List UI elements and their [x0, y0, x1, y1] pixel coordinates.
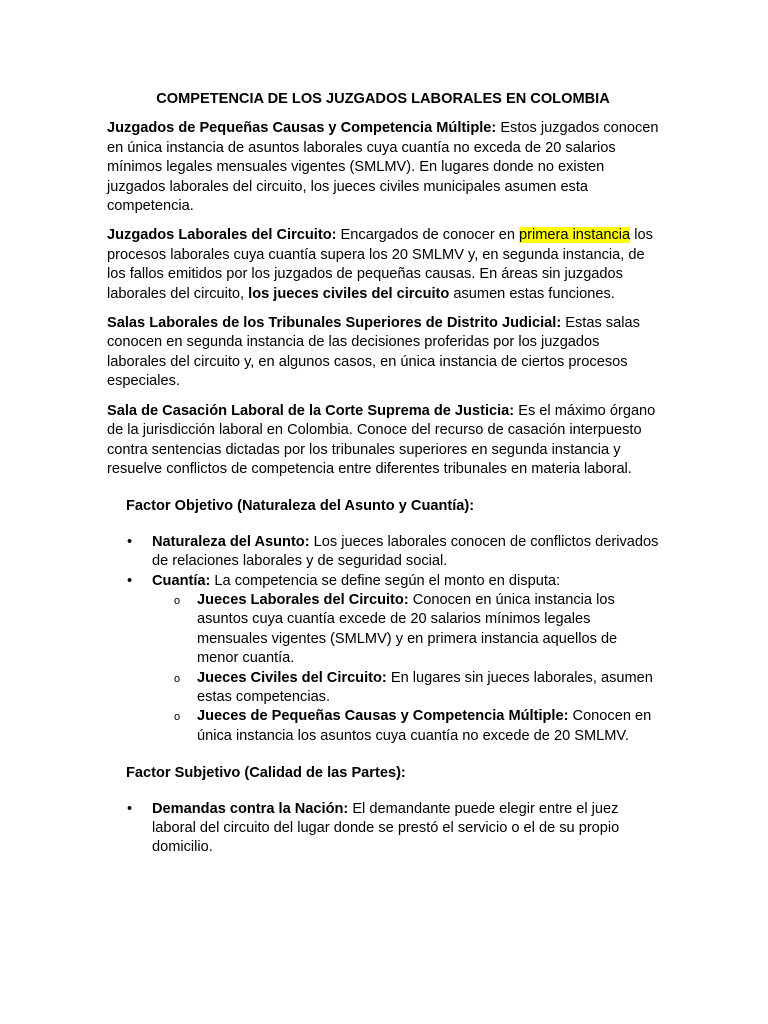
paragraph-text: Estos juzgados conocen en única instancia de asuntos laborales cuya cuantía no exceda de 20 salarios mínimos legales mensuales vigentes (SMLMV). En lugares donde no existen juzgados laborales del circuito, los jueces civiles municipales asumen esta competencia.: [107, 120, 659, 215]
paragraph-pequenas-causas: [107, 119, 659, 216]
list-item-text: Los jueces laborales conocen de conflictos derivados de relaciones laborales y de seguridad social.: [152, 533, 659, 570]
paragraph-lead: Sala de Casación Laboral de la Corte Suprema de Justicia:: [107, 402, 515, 419]
list-item-text: El demandante puede elegir entre el juez laboral del circuito del lugar donde se prestó el servicio o el de su propio domicilio.: [152, 800, 620, 856]
paragraph-salas-laborales: [107, 314, 659, 392]
list-item-text: La competencia se define según el monto en disputa:: [210, 572, 561, 589]
list-item-lead: Demandas contra la Nación:: [152, 800, 349, 817]
bullet-icon: •: [127, 800, 133, 817]
list-item: [107, 533, 659, 572]
circle-bullet-icon: o: [174, 672, 181, 685]
box-glyph-icon: [107, 497, 126, 516]
sublist-item-text: En lugares sin jueces laborales, asumen estas competencias.: [197, 669, 653, 705]
list-item-lead: Naturaleza del Asunto:: [152, 533, 310, 550]
document-title: COMPETENCIA DE LOS JUZGADOS LABORALES EN COLOMBIA: [156, 91, 610, 107]
factor-objetivo-heading: [107, 497, 659, 516]
sublist-item-lead: Jueces Laborales del Circuito:: [197, 591, 409, 608]
sublist-item: [152, 669, 659, 708]
document-body: [107, 90, 659, 858]
bullet-icon: •: [127, 533, 133, 550]
factor-heading-text: Factor Objetivo (Naturaleza del Asunto y Cuantía):: [126, 498, 475, 515]
paragraph-lead: Juzgados de Pequeñas Causas y Competencia Múltiple:: [107, 120, 497, 137]
box-glyph-icon: [107, 764, 126, 783]
factor-heading-text: Factor Subjetivo (Calidad de las Partes):: [126, 765, 406, 782]
paragraph-sala-casacion: [107, 402, 659, 480]
factor-subjetivo-list: [107, 800, 659, 858]
sublist-item: [152, 591, 659, 669]
factor-objetivo-list: [107, 533, 659, 746]
paragraph-text: Encargados de conocer en: [336, 227, 520, 244]
list-item-lead: Cuantía:: [152, 572, 211, 589]
sublist-item-lead: Jueces Civiles del Circuito:: [197, 669, 387, 686]
cuantia-sublist: [152, 591, 659, 746]
highlighted-text: primera instancia: [519, 227, 631, 244]
list-item: [107, 572, 659, 747]
paragraph-bold-text: los jueces civiles del circuito: [248, 285, 450, 302]
paragraph-text: los procesos laborales cuya cuantía supera los 20 SMLMV y, en segunda instancia, de los fallos emitidos por los juzgados de pequeñas causas. En áreas sin juzgados laborales del circuito,: [107, 227, 653, 302]
factor-subjetivo-heading: [107, 764, 659, 783]
paragraph-text: Es el máximo órgano de la jurisdicción laboral en Colombia. Conoce del recurso de casación interpuesto contra sentencias dictadas por los tribunales superiores en segunda instancia y resuelve conflictos de competencia entre diferentes tribunales en materia laboral.: [107, 402, 656, 477]
paragraph-lead: Salas Laborales de los Tribunales Superiores de Distrito Judicial:: [107, 315, 562, 332]
paragraph-lead: Juzgados Laborales del Circuito:: [107, 227, 337, 244]
sublist-item-text: Conocen en única instancia los asuntos cuya cuantía no excede de 20 SMLMV.: [197, 708, 652, 744]
circle-bullet-icon: o: [174, 711, 181, 724]
paragraph-text: asumen estas funciones.: [449, 285, 615, 302]
sublist-item-lead: Jueces de Pequeñas Causas y Competencia Múltiple:: [197, 708, 569, 725]
paragraph-laborales-circuito: [107, 226, 659, 304]
sublist-item: [152, 707, 659, 746]
bullet-icon: •: [127, 572, 133, 589]
circle-bullet-icon: o: [174, 594, 181, 607]
sublist-item-text: Conocen en única instancia los asuntos cuya cuantía excede de 20 salarios mínimos legales mensuales vigentes (SMLMV) y en primera instancia aquellos de menor cuantía.: [197, 591, 618, 667]
paragraph-text: Estas salas conocen en segunda instancia de las decisiones proferidas por los juzgados laborales del circuito y, en algunos casos, en única instancia de ciertos procesos especiales.: [107, 315, 640, 390]
list-item: [107, 800, 659, 858]
